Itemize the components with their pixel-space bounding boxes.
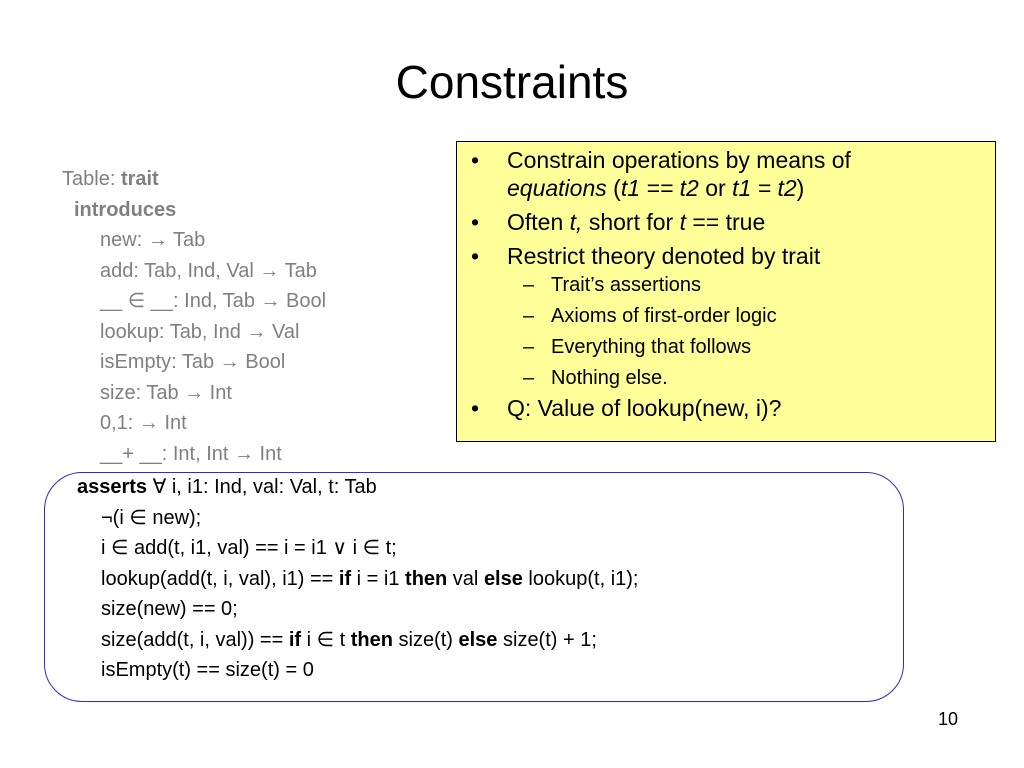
note-bullet-item: • Q: Value of lookup(new, i)? — [471, 395, 782, 421]
note-bullet-item: • Restrict theory denoted by trait — [471, 243, 821, 269]
assertion-equation: i ∈ add(t, i1, val) == i = i1 ∨ i ∈ t; — [101, 537, 397, 559]
assertion-equation: size(add(t, i, val)) == if i ∈ t then size(t) else size(t) + 1; — [101, 628, 597, 651]
trait-header-prefix: Table: — [62, 168, 121, 190]
assertion-equation: isEmpty(t) == size(t) = 0 — [101, 659, 314, 681]
note-sub-item: – Trait’s assertions — [523, 274, 702, 296]
page-number: 10 — [938, 709, 959, 729]
slide-title: Constraints — [395, 56, 629, 108]
assertion-equation: lookup(add(t, i, val), i1) == if i = i1 then val else lookup(t, i1); — [101, 567, 639, 590]
operation-signature: __+ __: Int, Int → Int — [100, 442, 282, 465]
assertion-equation: size(new) == 0; — [101, 598, 238, 620]
asserts-header — [77, 472, 638, 503]
asserts-keyword: asserts — [77, 476, 148, 498]
bullet-glyph: • — [471, 209, 480, 235]
operation-signature: 0,1: → Int — [100, 412, 187, 434]
bullet-glyph: • — [471, 395, 480, 421]
operation-signature: isEmpty: Tab → Bool — [100, 351, 286, 373]
operation-signature: size: Tab → Int — [100, 381, 232, 404]
operation-signature: add: Tab, Ind, Val → Tab — [100, 259, 317, 282]
note-sub-item: – Axioms of first-order logic — [523, 305, 777, 327]
note-bullet-item: • Constrain operations by means of equations (t1 == t2 or t1 = t2) — [471, 147, 851, 201]
assertion-equation: ¬(i ∈ new); — [101, 506, 202, 529]
operation-signature: __ ∈ __: Ind, Tab → Bool — [100, 290, 327, 312]
operation-signature: lookup: Tab, Ind → Val — [100, 320, 300, 343]
bullet-glyph: • — [471, 147, 480, 173]
trait-keyword: trait — [120, 168, 159, 190]
note-box — [456, 141, 996, 442]
bullet-glyph: • — [471, 243, 480, 269]
note-sub-item: – Nothing else. — [523, 367, 668, 389]
trait-spec — [62, 164, 326, 469]
asserts-section — [77, 472, 638, 686]
note-bullet-item: • Often t, short for t == true — [471, 209, 766, 235]
trait-header — [62, 164, 326, 195]
note-sub-item: – Everything that follows — [523, 336, 752, 358]
operation-signature: new: → Tab — [100, 229, 206, 251]
asserts-vars: ∀ i, i1: Ind, val: Val, t: Tab — [147, 476, 377, 498]
introduces-keyword: introduces — [74, 198, 177, 221]
